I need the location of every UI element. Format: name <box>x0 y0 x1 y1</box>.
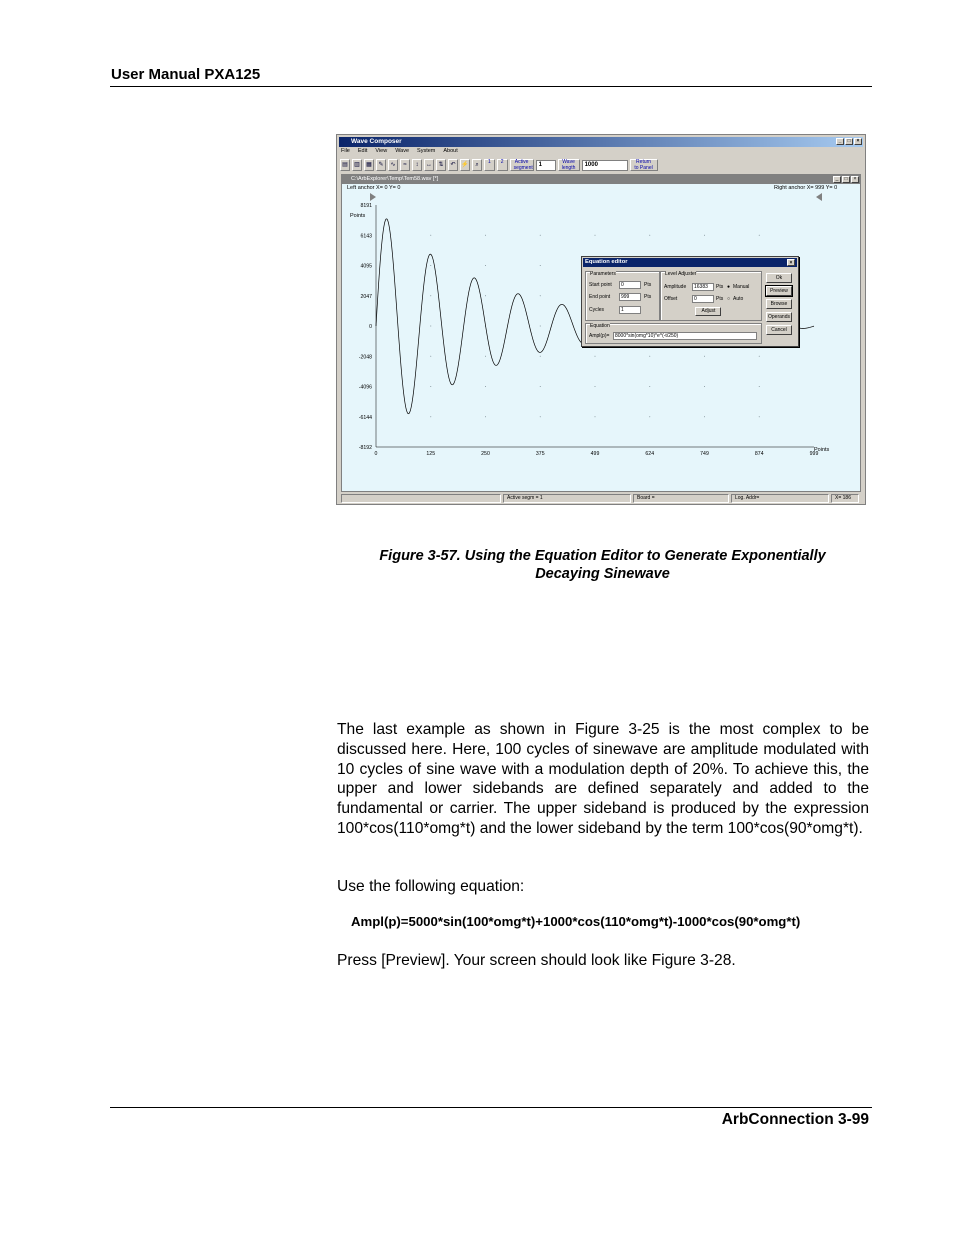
minimize-icon[interactable]: _ <box>836 138 844 145</box>
amplitude-pts-label: Pts <box>716 284 724 290</box>
grid-dot <box>430 235 431 236</box>
start-point-label: Start point <box>589 282 612 288</box>
running-header: User Manual PXA125 <box>111 66 261 83</box>
page-footer: ArbConnection 3-99 <box>721 1111 869 1128</box>
menu-about[interactable]: About <box>443 148 458 154</box>
start-point-input[interactable]: 0 <box>619 281 641 289</box>
grid-dot <box>430 386 431 387</box>
scale-icon[interactable]: ↕ <box>412 159 422 171</box>
cancel-button[interactable]: Cancel <box>766 325 792 335</box>
browse-button[interactable]: Browse <box>766 299 792 309</box>
grid-dot <box>430 416 431 417</box>
x-tick-label: 250 <box>481 451 490 457</box>
grid-dot <box>595 356 596 357</box>
cycles-input[interactable]: 1 <box>619 306 641 314</box>
end-pts-label: Pts <box>644 294 652 300</box>
amplitude-input[interactable]: 16383 <box>692 283 714 291</box>
menu-view[interactable]: View <box>375 148 388 154</box>
status-log-addr: Log. Addr= <box>731 494 829 503</box>
undo-icon[interactable]: ↶ <box>448 159 458 171</box>
grid-dot <box>430 326 431 327</box>
status-x-coord: X= 186 <box>831 494 859 503</box>
grid-dot <box>540 295 541 296</box>
invert-icon[interactable]: ⇅ <box>436 159 446 171</box>
grid-dot <box>704 356 705 357</box>
y-tick-label: 2047 <box>360 293 372 300</box>
filter-icon[interactable]: ≈ <box>400 159 410 171</box>
x-tick-label: 499 <box>590 451 600 457</box>
download-icon[interactable]: ⚡ <box>460 159 470 171</box>
menu-wave[interactable]: Wave <box>395 148 410 154</box>
ampl-label: Ampl(p)= <box>589 333 610 339</box>
grid-dot <box>704 416 705 417</box>
manual-label: Manual <box>733 284 750 290</box>
body-paragraph-2: Use the following equation: <box>337 878 525 895</box>
save-icon[interactable]: ▥ <box>352 159 362 171</box>
dialog-title: Equation editor <box>585 259 628 265</box>
menu-file[interactable]: File <box>341 148 350 154</box>
y-tick-label: -2048 <box>358 354 372 361</box>
header-rule <box>110 86 872 87</box>
shift-icon[interactable]: ↔ <box>424 159 434 171</box>
equation-input[interactable]: 8000*sin(omg*10)*e^(-t/250) <box>613 332 757 340</box>
y-tick-label: 6143 <box>360 233 372 240</box>
grid-dot <box>540 326 541 327</box>
grid-dot <box>595 386 596 387</box>
figure-caption <box>336 547 869 583</box>
dialog-close-icon[interactable]: × <box>787 259 795 266</box>
grid-dot <box>649 235 650 236</box>
grid-dot <box>704 235 705 236</box>
grid-dot <box>759 416 760 417</box>
grid-dot <box>759 356 760 357</box>
x-tick-label: 375 <box>535 451 545 457</box>
grid-dot <box>540 386 541 387</box>
waveform-window <box>341 174 861 492</box>
child-minimize-icon[interactable]: _ <box>833 176 841 183</box>
print-icon[interactable]: ▦ <box>364 159 374 171</box>
left-anchor-label: Left anchor X= 0 Y= 0 <box>347 185 401 191</box>
waveform-title-bar[interactable] <box>342 175 860 184</box>
level-adjuster-label: Level Adjuster <box>665 271 697 277</box>
close-icon[interactable]: × <box>854 138 862 145</box>
left-anchor-marker-icon[interactable] <box>370 193 376 201</box>
waveform-file-title: C:\ArbExplorer\Temp\Tem58.wav [*] <box>351 176 439 182</box>
grid-dot <box>595 416 596 417</box>
grid-dot <box>595 235 596 236</box>
grid-dot <box>430 265 431 266</box>
x-tick-label: 125 <box>426 451 436 457</box>
window-title: Wave Composer <box>351 138 402 145</box>
wave-length-button[interactable]: Wave length <box>558 159 580 171</box>
status-board: Board = <box>633 494 729 503</box>
grid-dot <box>540 356 541 357</box>
equation-editor-dialog <box>581 256 799 347</box>
amplitude-label: Amplitude <box>664 284 687 290</box>
y-tick-label: -4096 <box>358 384 372 391</box>
return-to-panel-button[interactable]: Return to Panel <box>630 159 658 171</box>
equation-label: Equation <box>590 323 610 329</box>
status-bar <box>341 494 861 503</box>
caption-line-1: Figure 3-57. Using the Equation Editor to Generate Exponentially <box>379 548 826 564</box>
smooth-icon[interactable]: ∿ <box>388 159 398 171</box>
status-cell-1 <box>341 494 501 503</box>
footer-rule <box>110 1107 872 1108</box>
x-tick-label: 749 <box>700 451 709 457</box>
y-tick-label: 8191 <box>360 203 372 209</box>
body-paragraph-3: Press [Preview]. Your screen should look like Figure 3-28. <box>337 952 736 969</box>
right-anchor-label: Right anchor X= 999 Y= 0 <box>774 185 838 191</box>
x-tick-label: 0 <box>374 451 378 457</box>
cycles-label: Cycles <box>589 307 605 313</box>
grid-dot <box>540 416 541 417</box>
grid-dot <box>540 235 541 236</box>
adjust-button[interactable]: Adjust <box>695 307 721 316</box>
preview-button[interactable]: Preview <box>766 286 792 296</box>
wave-length-input[interactable]: 1000 <box>582 160 628 171</box>
equation-text: Ampl(p)=5000*sin(100*omg*t)+1000*cos(110*omg*t)-1000*cos(90*omg*t) <box>351 914 801 929</box>
equation-group <box>585 323 762 344</box>
y-tick-label: 4095 <box>360 263 372 270</box>
grid-dot <box>649 386 650 387</box>
caption-line-2: Decaying Sinewave <box>535 566 670 582</box>
grid-dot <box>759 235 760 236</box>
parameters-group <box>585 271 660 321</box>
active-segment-input[interactable]: 1 <box>536 160 556 171</box>
parameters-label: Parameters <box>590 271 616 277</box>
grid-dot <box>649 416 650 417</box>
start-pts-label: Pts <box>644 282 652 288</box>
cursor-2-button[interactable]: 2 <box>497 159 508 171</box>
manual-radio-icon[interactable]: ● <box>727 284 731 290</box>
level-adjuster-group <box>660 271 762 321</box>
cursor-1-button[interactable]: 1 <box>484 159 495 171</box>
menu-edit[interactable]: Edit <box>357 148 368 154</box>
active-segment-button[interactable]: Active segment <box>510 159 534 171</box>
grid-dot <box>485 295 486 296</box>
auto-label: Auto <box>733 296 744 302</box>
end-point-input[interactable]: 999 <box>619 293 641 301</box>
offset-pts-label: Pts <box>716 296 724 302</box>
grid-dot <box>430 295 431 296</box>
child-close-icon[interactable]: × <box>851 176 859 183</box>
child-maximize-icon[interactable]: □ <box>842 176 850 183</box>
x-tick-label: 999 <box>809 451 819 457</box>
grid-dot <box>485 356 486 357</box>
grid-dot <box>540 265 541 266</box>
zoom-icon[interactable]: ⌕ <box>472 159 482 171</box>
grid-dot <box>649 356 650 357</box>
offset-label: Offset <box>664 296 678 302</box>
operands-button[interactable]: Operands <box>766 312 792 322</box>
body-paragraph-1: The last example as shown in Figure 3-25 is the most complex to be discussed here. Here, 100 cycles of sinewave are amplitude modulated with 10 cycles of sine wave with a modulation depth of 20%. To achieve this, the upper and lower sidebands are defined separately and added to the fundamental or carrier. The upper sideband is produced by the expression 100*cos(110*omg*t) and the lower sideband by the term 100*cos(90*omg*t). <box>337 721 869 837</box>
grid-dot <box>704 386 705 387</box>
grid-dot <box>759 386 760 387</box>
auto-radio-icon[interactable]: ○ <box>727 296 731 302</box>
menu-system[interactable]: System <box>417 148 436 154</box>
x-tick-label: 624 <box>645 451 655 457</box>
status-active-segment: Active segm = 1 <box>503 494 631 503</box>
y-axis-label: Points <box>350 213 366 219</box>
draw-icon[interactable]: ✎ <box>376 159 386 171</box>
window-title-bar[interactable] <box>339 137 863 147</box>
x-tick-label: 874 <box>754 451 764 457</box>
end-point-label: End point <box>589 294 611 300</box>
grid-dot <box>485 235 486 236</box>
ok-button[interactable]: Ok <box>766 273 792 283</box>
y-tick-label: -8192 <box>358 445 372 451</box>
menu-bar <box>341 148 458 156</box>
open-icon[interactable]: ▤ <box>340 159 350 171</box>
grid-dot <box>485 386 486 387</box>
offset-input[interactable]: 0 <box>692 295 714 303</box>
toolbar <box>340 157 862 173</box>
wave-composer-window <box>336 134 866 505</box>
y-tick-label: 0 <box>369 324 372 330</box>
dialog-title-bar[interactable] <box>583 258 797 267</box>
y-tick-label: -6144 <box>358 414 372 421</box>
grid-dot <box>485 416 486 417</box>
x-axis-label: Points <box>814 447 830 453</box>
right-anchor-marker-icon[interactable] <box>816 193 822 201</box>
maximize-icon[interactable]: □ <box>845 138 853 145</box>
grid-dot <box>430 356 431 357</box>
grid-dot <box>485 265 486 266</box>
